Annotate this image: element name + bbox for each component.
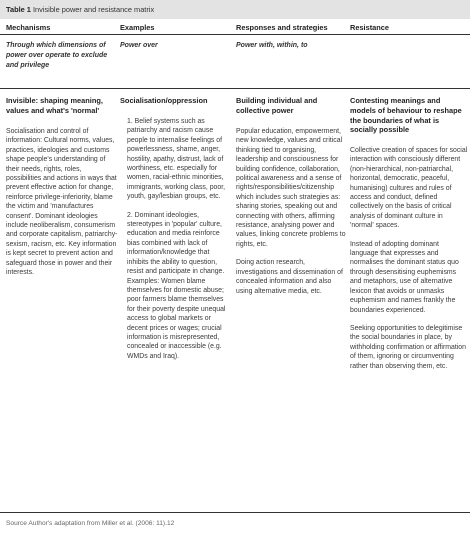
column-header-resistance: Resistance <box>350 23 390 32</box>
resistance-text <box>350 146 468 380</box>
subheader-mechanisms: Through which dimensions of power over operate to exclude and privilege <box>6 42 108 69</box>
section-heading-mechanisms: Invisible: shaping meaning, values and what's 'normal' <box>6 96 103 115</box>
table-bottom-rule <box>0 512 470 513</box>
column-header-examples: Examples <box>120 23 155 32</box>
section-heading-resistance: Contesting meanings and models of behaviour to reshape the boundaries of what is socially possible <box>350 96 462 135</box>
source-label: Source <box>6 520 27 527</box>
resistance-paragraph-2: Instead of adopting dominant language that expresses and normalises the dominant status quo through desensitising euphemisms and metaphors, use of alternative lexicon that avoids or unmasks euphemism and names frankly the boundaries experienced. <box>350 240 459 314</box>
mechanisms-text <box>6 127 118 287</box>
source-note <box>6 520 174 527</box>
resistance-paragraph-3: Seeking opportunities to delegitimise the social boundaries in place, by withholding confirmation or affirmation of them, ignoring or circumventing rather than observing them, etc. <box>350 324 466 370</box>
subheader-examples: Power over <box>120 42 158 49</box>
responses-paragraph-2: Doing action research, investigations and dissemination of concealed information and also using alternative media, etc. <box>236 259 343 295</box>
section-heading-examples: Socialisation/oppression <box>120 96 208 105</box>
mechanisms-paragraph: Socialisation and control of information: Cultural norms, values, practices, ideologies and customs shape people's understanding of their needs, rights, roles, possibilities and actions in ways that prevent effective action for change, reinforce privilege-inferiority, blame the victim and 'manufactures consent'. Dominant ideologies include neoliberalism, consumerism and corporate capitalism, patriarchy-sexism, racism, etc. Key information is kept secret to prevent action and safeguard those in power and their interests. <box>6 128 118 277</box>
examples-text <box>120 117 232 370</box>
examples-paragraph-2: 2. Dominant ideologies, stereotypes in 'popular' culture, education and media reinforce bias combined with lack of information/knowledge that inhibits the ability to question, resist and participate in change. Examples: Women blame themselves for domestic abuse; poor farmers blame themselves for their poverty despite unequal access to global markets or decent prices or wages; crucial information is misrepresented, concealed or inaccessible (e.g. WMDs and Iraq). <box>127 211 226 360</box>
table-number: Table 1 <box>6 5 31 14</box>
table-caption <box>0 0 470 19</box>
source-text: Author's adaptation from Miller et al. (2006: 11).12 <box>28 520 175 527</box>
subheader-divider <box>0 88 470 89</box>
column-header-mechanisms: Mechanisms <box>6 23 51 32</box>
responses-paragraph-1: Popular education, empowerment, new knowledge, values and critical thinking tied to organising, leadership and consciousness for building confidence, collaboration, political awareness and a sense of rights/responsibilities/citizenship which includes such strategies as: sharing stories, speaking out and connecting with others, affirming resistance, analysing power and values, linking concrete problems to rights, etc. <box>236 128 346 248</box>
responses-text <box>236 127 348 305</box>
column-header-responses: Responses and strategies <box>236 23 328 32</box>
resistance-paragraph-1: Collective creation of spaces for social interaction with consciously different (non-hierarchical, non-patriarchal, horizontal, democratic, peaceful, humanising) cultures and rules of access and conduct, defined collectively on the basis of critical analysis of dominant culture in 'normal' spaces. <box>350 147 468 230</box>
table-title: Invisible power and resistance matrix <box>32 5 155 14</box>
examples-paragraph-1: 1. Belief systems such as patriarchy and racism cause people to internalise feelings of powerlessness, shame, anger, hostility, apathy, distrust, lack of worthiness, etc. especially for women, racial-ethnic minorities, immigrants, working class, poor, youth, gay/lesbian groups, etc. <box>127 118 226 201</box>
header-divider <box>0 34 470 35</box>
section-heading-responses: Building individual and collective power <box>236 96 318 115</box>
subheader-responses: Power with, within, to <box>236 42 308 49</box>
